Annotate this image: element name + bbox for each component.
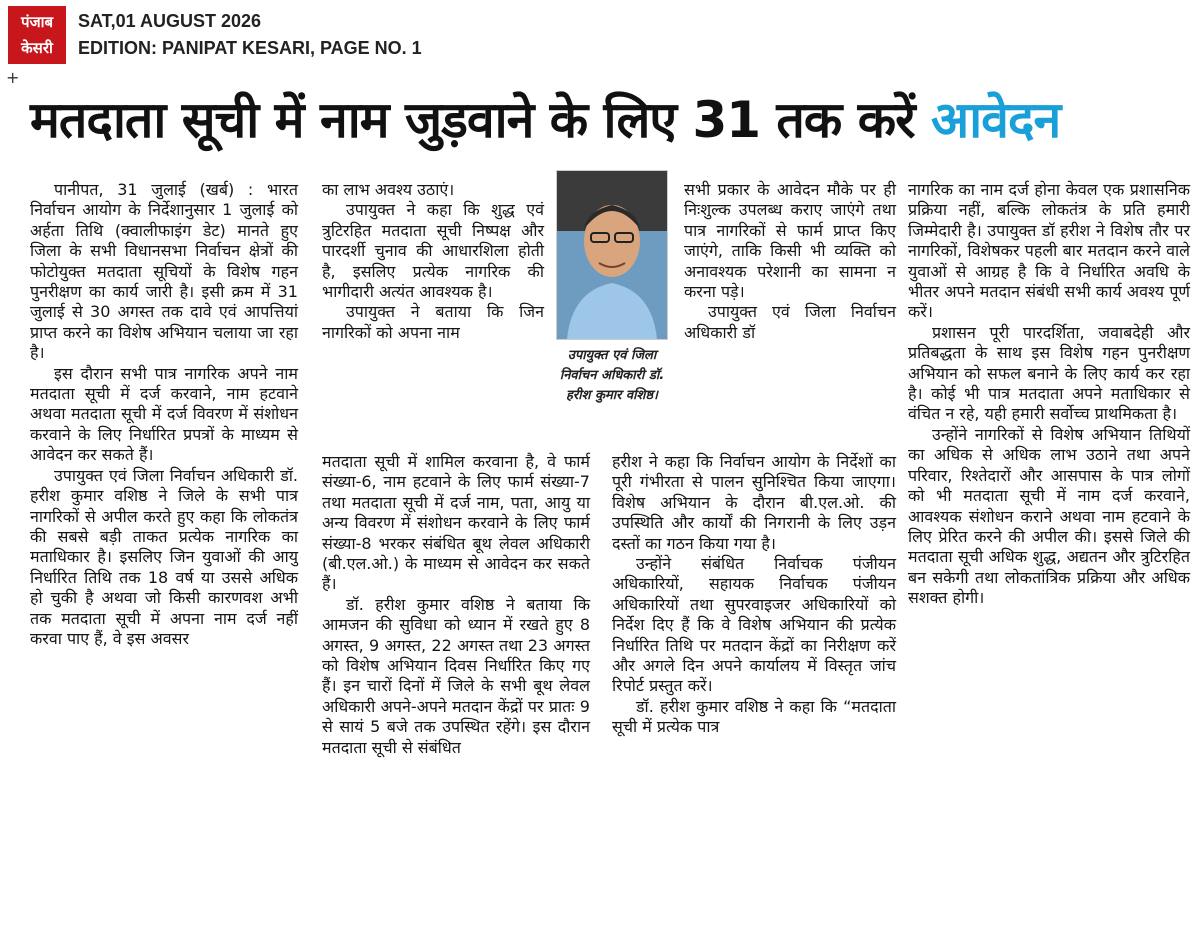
paragraph: पानीपत, 31 जुलाई (खर्ब) : भारत निर्वाचन आयोग के निर्देशानुसार 1 जुलाई को अर्हता तिथि (क्वालीफाइंग डेट) मानते हुए जिला के सभी विधानसभा निर्वाचन क्षेत्रों की फोटोयुक्त मतदाता सूचियों के विशेष गहन पुनरीक्षण का कार्य जारी है। इसी क्रम में 31 जुलाई से 30 अगस्त तक दावे एवं आपत्तियां प्राप्त करने का विशेष अभियान चलाया जा रहा है। — [30, 180, 298, 363]
paragraph: उन्होंने नागरिकों से विशेष अभियान तिथियों का अधिक से अधिक लाभ उठाने तथा अपने परिवार, रिश्तेदारों और आसपास के पात्र लोगों को भी मतदाता सूची में नाम दर्ज करवाने, आवश्यक संशोधन कराने अथवा नाम हटवाने के लिए प्रेरित करने की अपील की। इससे जिले की मतदाता सूची अधिक शुद्ध, अद्यतन और त्रुटिरहित बन सकेगी तथा लोकतांत्रिक प्रक्रिया और अधिक सशक्त होगी। — [908, 424, 1190, 608]
paragraph: उपायुक्त एवं जिला निर्वाचन अधिकारी डॉ. हरीश कुमार वशिष्ठ ने जिले के सभी पात्र नागरिकों से अपील करते हुए कहा कि लोकतंत्र की सबसे बड़ी ताकत प्रत्येक नागरिक का मताधिकार है। इसलिए जिन युवाओं की आयु निर्धारित तिथि तक 18 वर्ष या उससे अधिक हो चुकी है अथवा जो किसी कारणवश अभी तक मतदाता सूची में अपना नाम दर्ज नहीं करवा पाए हैं, वे इस अवसर — [30, 465, 298, 648]
edition-meta — [78, 8, 422, 62]
paragraph: इस दौरान सभी पात्र नागरिक अपने नाम मतदाता सूची में दर्ज करवाने, नाम हटवाने अथवा मतदाता सूची में दर्ज विवरण में संशोधन करवाने के लिए निर्धारित प्रपत्रों के माध्यम से आवेदन कर सकते हैं। — [30, 363, 298, 465]
article-column-1 — [30, 180, 298, 649]
logo-line-2: केसरी — [21, 39, 53, 57]
paragraph: नागरिक का नाम दर्ज होना केवल एक प्रशासनिक प्रक्रिया नहीं, बल्कि लोकतंत्र के प्रति हमारी जिम्मेदारी है। उपायुक्त डॉ हरीश ने विशेष तौर पर नागरिकों, विशेषकर पहली बार मतदान करने वाले युवाओं से आग्रह है कि वे निर्धारित अवधि के भीतर अपने मतदान संबंधी सभी कार्य अवश्य पूर्ण करें। — [908, 180, 1190, 322]
edition-info: EDITION: PANIPAT KESARI, PAGE NO. 1 — [78, 38, 422, 58]
paragraph: हरीश ने कहा कि निर्वाचन आयोग के निर्देशों का पूरी गंभीरता से पालन सुनिश्चित किया जाएगा। विशेष अभियान के दौरान बी.एल.ओ. की उपस्थिति और कार्यों की निगरानी के लिए उड़न दस्तों का गठन किया गया है। — [612, 452, 896, 553]
paragraph: उपायुक्त एवं जिला निर्वाचन अधिकारी डॉ — [684, 302, 896, 342]
article-column-4 — [908, 180, 1190, 609]
paragraph: मतदाता सूची में शामिल करवाना है, वे फार्म संख्या-6, नाम हटवाने के लिए फार्म संख्या-7 तथा मतदाता सूची में दर्ज नाम, पता, आयु या अन्य विवरण में संशोधन करवाने के लिए फार्म संख्या-8 भरकर संबंधित बूथ लेवल अधिकारी (बी.एल.ओ.) के माध्यम से आवेदन कर सकते हैं। — [322, 452, 590, 594]
headline — [30, 84, 1180, 152]
photo-caption: उपायुक्त एवं जिला निर्वाचन अधिकारी डॉ. हरीश कुमार वशिष्ठ। — [559, 348, 665, 403]
paragraph: का लाभ अवश्य उठाएं। — [322, 180, 455, 199]
paragraph: उपायुक्त ने कहा कि शुद्ध एवं त्रुटिरहित मतदाता सूची निष्पक्ष और पारदर्शी चुनाव की आधारशिला होती है, इसलिए प्रत्येक नागरिक की भागीदारी अत्यंत आवश्यक है। — [322, 200, 544, 302]
logo-line-1: पंजाब — [20, 13, 54, 31]
headline-main: मतदाता सूची में नाम जुड़वाने के लिए 31 तक करें — [30, 91, 915, 149]
paragraph: डॉ. हरीश कुमार वशिष्ठ ने बताया कि आमजन की सुविधा को ध्यान में रखते हुए 8 अगस्त, 9 अगस्त, 22 अगस्त तथा 23 अगस्त को विशेष अभियान दिवस निर्धारित किए गए हैं। इन चारों दिनों में जिले के सभी बूथ लेवल अधिकारी अपने-अपने मतदान केंद्रों पर प्रातः 9 से सायं 5 बजे तक उपस्थित रहेंगे। इस दौरान मतदाता सूची से संबंधित — [322, 594, 590, 757]
headline-accent: आवेदन — [931, 91, 1061, 149]
paragraph: उन्होंने संबंधित निर्वाचक पंजीयन अधिकारियों, सहायक निर्वाचक पंजीयन अधिकारियों तथा सुपरवाइजर अधिकारियों को निर्देश दिए हैं कि वे विशेष अभियान की प्रत्येक निर्धारित तिथि पर मतदान केंद्रों का निरीक्षण करें और अगले दिन अपने कार्यालय में विस्तृत जांच रिपोर्ट प्रस्तुत करें। — [612, 554, 896, 696]
article-column-3-bottom — [612, 452, 896, 738]
crop-mark-icon: + — [6, 68, 20, 87]
newspaper-logo[interactable] — [8, 6, 66, 64]
paragraph: उपायुक्त ने बताया कि जिन नागरिकों को अपना नाम — [322, 302, 544, 342]
masthead — [0, 0, 1200, 70]
article-column-3-top — [684, 180, 896, 343]
paragraph: सभी प्रकार के आवेदन मौके पर ही निःशुल्क उपलब्ध कराए जाएंगे तथा पात्र नागरिकों से फार्म प्राप्त किए जाएंगे, ताकि किसी भी व्यक्ति को अनावश्यक परेशानी का सामना न करना पड़े। — [684, 180, 896, 302]
official-photo — [556, 170, 668, 340]
article-column-2-top — [322, 180, 544, 343]
paragraph: प्रशासन पूरी पारदर्शिता, जवाबदेही और प्रतिबद्धता के साथ इस विशेष गहन पुनरीक्षण अभियान को सफल बनाने के लिए कार्य कर रहा है। कोई भी पात्र मतदाता अपने मताधिकार से वंचित न रहे, यही हमारी सर्वोच्च प्राथमिकता है। — [908, 322, 1190, 424]
article-column-2-bottom — [322, 452, 590, 758]
paragraph: डॉ. हरीश कुमार वशिष्ठ ने कहा कि “मतदाता सूची में प्रत्येक पात्र — [612, 696, 896, 737]
person-portrait-icon — [557, 171, 667, 339]
edition-date: SAT,01 AUGUST 2026 — [78, 11, 262, 31]
